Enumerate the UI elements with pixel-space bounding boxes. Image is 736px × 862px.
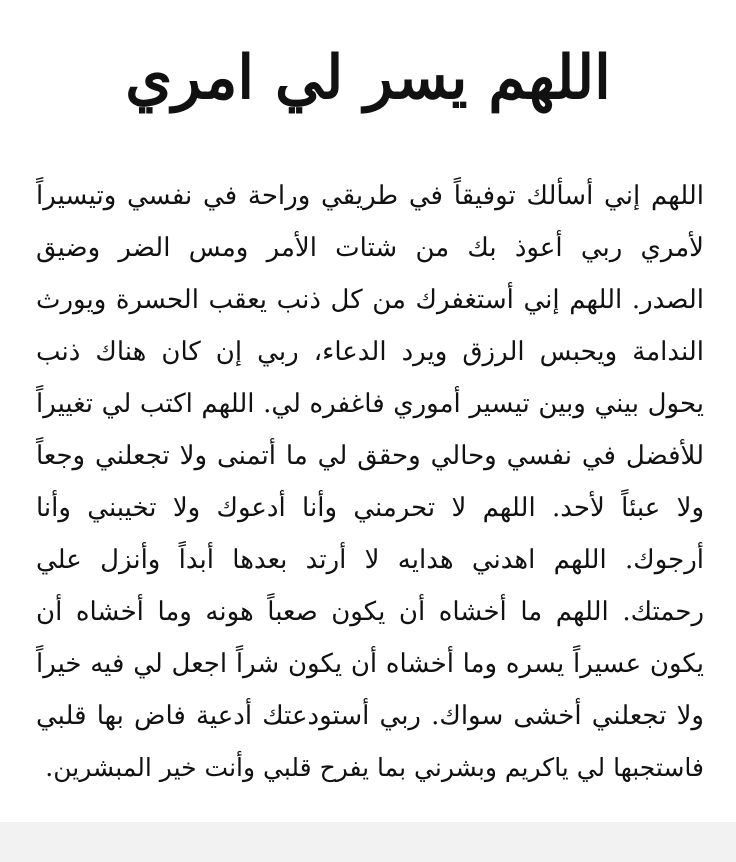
supplication-text <box>36 170 704 794</box>
bottom-strip <box>0 822 736 862</box>
text-line: اللهم إني أسألك توفيقاً في طريقي وراحة في نفسي وتيسيراً <box>36 181 704 211</box>
text-line: رحمتك. اللهم ما أخشاه أن يكون صعباً هونه وما أخشاه أن <box>36 597 704 627</box>
text-line: ولا عبئاً لأحد. اللهم لا تحرمني وأنا أدعوك ولا تخيبني وأنا <box>36 493 704 523</box>
text-line: لأمري ربي أعوذ بك من شتات الأمر ومس الضر وضيق <box>36 233 704 263</box>
text-line: أرجوك. اللهم اهدني هدايه لا أرتد بعدها أبداً وأنزل علي <box>36 545 704 575</box>
text-line: للأفضل في نفسي وحالي وحقق لي ما أتمنى ولا تجعلني وجعاً <box>36 441 704 471</box>
page-title: اللهم يسر لي امري <box>125 43 611 113</box>
text-line: فاستجبها لي ياكريم وبشرني بما يفرح قلبي وأنت خير المبشرين. <box>45 753 704 782</box>
text-line: يكون عسيراً يسره وما أخشاه أن يكون شراً اجعل لي فيه خيراً <box>36 649 704 679</box>
text-line: الصدر. اللهم إني أستغفرك من كل ذنب يعقب الحسرة ويورث <box>36 285 704 315</box>
text-line: يحول بيني وبين تيسير أموري فاغفره لي. اللهم اكتب لي تغييراً <box>36 389 704 419</box>
text-line: ولا تجعلني أخشى سواك. ربي أستودعتك أدعية فاض بها قلبي <box>36 701 704 731</box>
text-line: الندامة ويحبس الرزق ويرد الدعاء، ربي إن كان هناك ذنب <box>36 337 704 367</box>
